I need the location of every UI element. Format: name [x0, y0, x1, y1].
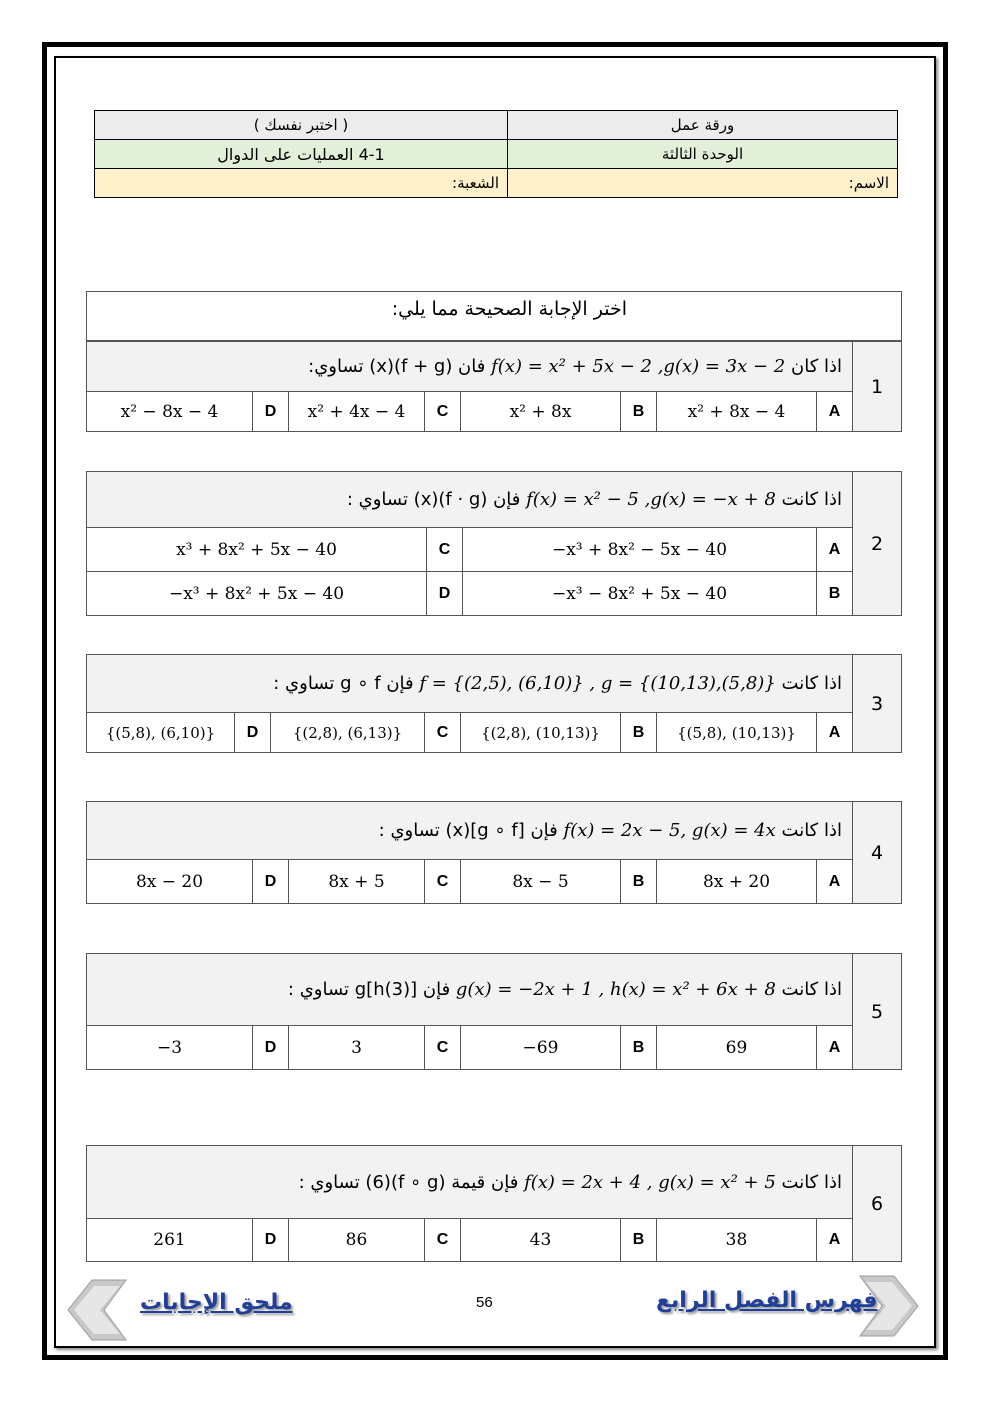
worksheet-label: ورقة عمل	[508, 111, 898, 140]
option-a-label[interactable]: A	[817, 713, 853, 753]
option-d[interactable]: {(5,8), (6,10)}	[87, 713, 235, 753]
option-b[interactable]: 43	[461, 1219, 621, 1262]
option-b[interactable]: −69	[461, 1026, 621, 1070]
question-number: 6	[853, 1146, 902, 1262]
stem-intro: اذا كان	[790, 356, 842, 377]
stem-tail: فإن [g ∘ f](x) تساوي :	[378, 820, 558, 841]
chapter-index-link[interactable]: فهرس الفصل الرابع	[656, 1288, 878, 1313]
option-a[interactable]: x² + 8x − 4	[657, 392, 817, 432]
unit-label: الوحدة الثالثة	[508, 140, 898, 169]
stem-tail: فإن قيمة (f ∘ g)(6) تساوي :	[298, 1171, 519, 1193]
lesson-title: 4-1 العمليات على الدوال	[95, 140, 508, 169]
option-d-label[interactable]: D	[253, 860, 289, 904]
question-number: 5	[853, 954, 902, 1070]
page-number: 56	[476, 1294, 493, 1311]
stem-tail: فإن g[h(3)] تساوي :	[287, 979, 451, 1000]
option-c-label[interactable]: C	[425, 1219, 461, 1262]
option-a-label[interactable]: A	[817, 528, 853, 572]
question-stem	[87, 655, 853, 713]
stem-math: g(x) = −2x + 1 , h(x) = x² + 6x + 8	[455, 979, 776, 1000]
option-c-label[interactable]: C	[425, 860, 461, 904]
option-c[interactable]: 3	[289, 1026, 425, 1070]
option-b-label[interactable]: B	[621, 392, 657, 432]
question-number: 4	[853, 802, 902, 904]
question-stem	[87, 1146, 853, 1219]
option-d-label[interactable]: D	[253, 1026, 289, 1070]
question-5	[86, 953, 902, 1070]
option-d[interactable]: −x³ + 8x² + 5x − 40	[87, 572, 427, 616]
option-c[interactable]: 86	[289, 1219, 425, 1262]
option-a-label[interactable]: A	[817, 860, 853, 904]
question-number: 1	[853, 342, 902, 432]
question-4	[86, 801, 902, 904]
stem-tail: فإن g ∘ f تساوي :	[273, 673, 414, 694]
option-a[interactable]: 69	[657, 1026, 817, 1070]
question-number: 2	[853, 472, 902, 616]
option-d[interactable]: −3	[87, 1026, 253, 1070]
option-c[interactable]: {(2,8), (6,13)}	[271, 713, 425, 753]
self-test-label: ( اختبر نفسك )	[95, 111, 508, 140]
option-b[interactable]: x² + 8x	[461, 392, 621, 432]
answers-appendix-link[interactable]: ملحق الإجابات	[140, 1290, 293, 1315]
option-d-label[interactable]: D	[253, 392, 289, 432]
question-stem	[87, 954, 853, 1026]
header-table	[94, 110, 898, 198]
option-a[interactable]: {(5,8), (10,13)}	[657, 713, 817, 753]
option-c[interactable]: x³ + 8x² + 5x − 40	[87, 528, 427, 572]
question-1	[86, 341, 902, 432]
stem-tail: فإن (f · g)(x) تساوي :	[346, 489, 521, 510]
option-a-label[interactable]: A	[817, 1219, 853, 1262]
question-2	[86, 471, 902, 616]
stem-intro: اذا كانت	[781, 979, 842, 1000]
question-number: 3	[853, 655, 902, 753]
option-a[interactable]: 8x + 20	[657, 860, 817, 904]
option-c-label[interactable]: C	[427, 528, 463, 572]
option-b[interactable]: {(2,8), (10,13)}	[461, 713, 621, 753]
stem-tail: فان (f + g)(x) تساوي:	[308, 356, 486, 377]
option-b[interactable]: −x³ − 8x² + 5x − 40	[463, 572, 817, 616]
option-d[interactable]: 261	[87, 1219, 253, 1262]
option-d[interactable]: x² − 8x − 4	[87, 392, 253, 432]
stem-math: f(x) = x² + 5x − 2 ,g(x) = 3x − 2	[491, 356, 786, 377]
stem-math: f = {(2,5), (6,10)} , g = {(10,13),(5,8)}	[419, 673, 776, 694]
name-field[interactable]: الاسم:	[508, 169, 898, 198]
question-stem	[87, 342, 853, 392]
option-c-label[interactable]: C	[425, 1026, 461, 1070]
option-c[interactable]: x² + 4x − 4	[289, 392, 425, 432]
prev-arrow-icon[interactable]	[64, 1276, 134, 1344]
option-c[interactable]: 8x + 5	[289, 860, 425, 904]
stem-intro: اذا كانت	[781, 489, 842, 510]
question-3	[86, 654, 902, 753]
option-d-label[interactable]: D	[235, 713, 271, 753]
option-a-label[interactable]: A	[817, 1026, 853, 1070]
option-b-label[interactable]: B	[621, 1219, 657, 1262]
option-b-label[interactable]: B	[817, 572, 853, 616]
stem-intro: اذا كانت	[781, 1171, 842, 1193]
question-stem	[87, 802, 853, 860]
option-a-label[interactable]: A	[817, 392, 853, 432]
option-c-label[interactable]: C	[425, 713, 461, 753]
option-b[interactable]: 8x − 5	[461, 860, 621, 904]
section-field[interactable]: الشعبة:	[95, 169, 508, 198]
stem-intro: اذا كانت	[781, 673, 842, 694]
option-b-label[interactable]: B	[621, 860, 657, 904]
option-b-label[interactable]: B	[621, 713, 657, 753]
stem-math: f(x) = 2x − 5, g(x) = 4x	[563, 820, 776, 841]
option-a[interactable]: 38	[657, 1219, 817, 1262]
question-6	[86, 1145, 902, 1262]
option-d[interactable]: 8x − 20	[87, 860, 253, 904]
option-d-label[interactable]: D	[427, 572, 463, 616]
stem-math: f(x) = x² − 5 ,g(x) = −x + 8	[526, 489, 776, 510]
option-b-label[interactable]: B	[621, 1026, 657, 1070]
stem-intro: اذا كانت	[781, 820, 842, 841]
option-d-label[interactable]: D	[253, 1219, 289, 1262]
stem-math: f(x) = 2x + 4 , g(x) = x² + 5	[524, 1171, 776, 1193]
option-a[interactable]: −x³ + 8x² − 5x − 40	[463, 528, 817, 572]
option-c-label[interactable]: C	[425, 392, 461, 432]
instructions: اختر الإجابة الصحيحة مما يلي:	[86, 291, 902, 341]
question-stem	[87, 472, 853, 528]
